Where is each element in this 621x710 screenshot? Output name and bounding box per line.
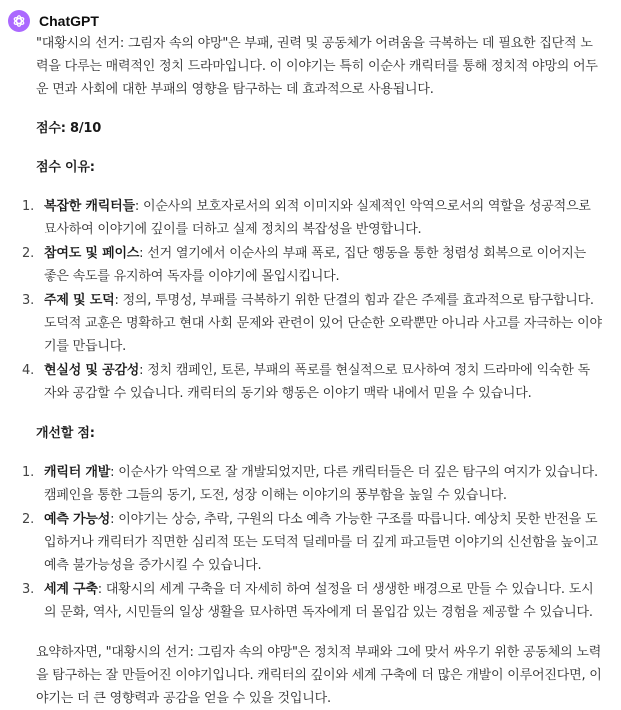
- item-text: : 정의, 투명성, 부패를 극복하기 위한 단결의 힘과 같은 주제를 효과적으로 탐구합니다. 도덕적 교훈은 명확하고 현대 사회 문제와 관련이 있어 단순한 오락뿐만 아니라 사고를 자극하는 이야기를 만듭니다.: [44, 293, 602, 354]
- intro-paragraph: "대황시의 선거: 그림자 속의 야망"은 부패, 권력 및 공동체가 어려움을 극복하는 데 필요한 집단적 노력을 다루는 매력적인 정치 드라마입니다. 이 이야기는 특히 이순사 캐릭터를 통해 정치적 야망의 어두운 면과 사회에 대한 부패의 영향을 탐구하는 데 효과적으로 사용됩니다.: [36, 36, 598, 97]
- list-number: 2.: [22, 512, 35, 527]
- sender-name: ChatGPT: [39, 13, 99, 29]
- item-title: 캐릭터 개발: [44, 465, 111, 480]
- item-text: : 이순사의 보호자로서의 외적 이미지와 실제적인 악역으로서의 역할을 성공적으로 묘사하여 이야기에 깊이를 더하고 실제 정치의 복잡성을 반영합니다.: [44, 199, 591, 237]
- list-number: 2.: [22, 246, 35, 261]
- item-text: : 이순사가 악역으로 잘 개발되었지만, 다른 캐릭터들은 더 깊은 탐구의 여지가 있습니다. 캠페인을 통한 그들의 동기, 도전, 성장 이해는 이야기의 풍부함을 높일 수 있습니다.: [44, 465, 598, 503]
- list-number: 4.: [22, 363, 35, 378]
- list-item: [22, 578, 602, 624]
- item-text: : 이야기는 상승, 추락, 구원의 다소 예측 가능한 구조를 따릅니다. 예상치 못한 반전을 도입하거나 캐릭터가 직면한 심리적 또는 도덕적 딜레마를 더 깊게 파고들면 이야기의 신선함을 높이고 예측 불가능성을 증가시킬 수 있습니다.: [44, 512, 598, 573]
- message-body: [22, 32, 602, 710]
- message-header: [8, 10, 99, 32]
- item-title: 주제 및 도덕: [44, 293, 115, 308]
- item-text: : 선거 열기에서 이순사의 부패 폭로, 집단 행동을 통한 청렴성 회복으로 이어지는 좋은 속도를 유지하여 독자를 이야기에 몰입시킵니다.: [44, 246, 586, 284]
- list-item: [22, 289, 602, 358]
- list-item: [22, 508, 602, 577]
- reasons-heading: 점수 이유:: [36, 160, 95, 175]
- item-text: : 대황시의 세계 구축을 더 자세히 하여 설정을 더 생생한 배경으로 만들 수 있습니다. 도시의 문화, 역사, 시민들의 일상 생활을 묘사하면 독자에게 더 몰입감 있는 경험을 제공할 수 있습니다.: [44, 582, 594, 620]
- item-title: 현실성 및 공감성: [44, 363, 140, 378]
- openai-logo-icon: [12, 14, 26, 28]
- summary-paragraph: 요약하자면, "대황시의 선거: 그림자 속의 야망"은 정치적 부패와 그에 맞서 싸우기 위한 공동체의 노력을 탐구하는 잘 만들어진 이야기입니다. 캐릭터의 깊이와 세계 구축에 더 많은 개발이 이루어진다면, 이야기는 더 큰 영향력과 공감을 얻을 수 있을 것입니다.: [36, 645, 602, 706]
- score-text: 점수: 8/10: [36, 121, 102, 136]
- list-item: [22, 359, 602, 405]
- list-item: [22, 461, 602, 507]
- improvements-list: [22, 461, 602, 624]
- list-number: 1.: [22, 465, 35, 480]
- improvements-heading: 개선할 점:: [36, 426, 95, 441]
- reasons-list: [22, 195, 602, 405]
- list-number: 3.: [22, 293, 35, 308]
- item-title: 참여도 및 페이스: [44, 246, 140, 261]
- list-number: 3.: [22, 582, 35, 597]
- list-item: [22, 242, 602, 288]
- list-item: [22, 195, 602, 241]
- item-title: 복잡한 캐릭터들: [44, 199, 135, 214]
- list-number: 1.: [22, 199, 35, 214]
- item-title: 세계 구축: [44, 582, 98, 597]
- avatar: [8, 10, 30, 32]
- item-title: 예측 가능성: [44, 512, 111, 527]
- item-text: : 정치 캠페인, 토론, 부패의 폭로를 현실적으로 묘사하여 정치 드라마에 익숙한 독자와 공감할 수 있습니다. 캐릭터의 동기와 행동은 이야기 맥락 내에서 믿을 수 있습니다.: [44, 363, 590, 401]
